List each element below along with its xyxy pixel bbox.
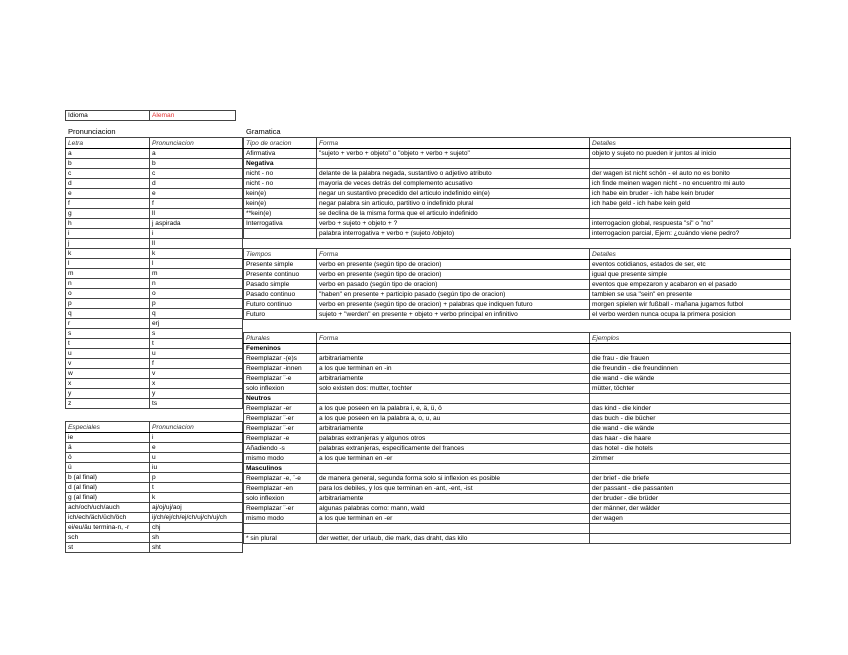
table-row <box>66 483 243 493</box>
table-cell: aj/oj/uj/aoj <box>150 503 243 513</box>
table-cell: h <box>66 219 150 229</box>
table-row <box>66 523 243 533</box>
table-cell: die freundin - die freundinnen <box>590 364 791 374</box>
table-row <box>66 259 243 269</box>
table-cell: n <box>66 279 150 289</box>
table-cell: Futuro continuo <box>244 300 317 310</box>
table-cell <box>590 464 791 474</box>
table-cell: p <box>150 473 243 483</box>
table-row <box>244 394 791 404</box>
table-row <box>66 249 243 259</box>
gramatica-title: Gramatica <box>246 127 281 136</box>
table-cell: b <box>66 159 150 169</box>
table-cell <box>590 394 791 404</box>
table-cell: n <box>150 279 243 289</box>
table-row <box>66 279 243 289</box>
table-row <box>66 289 243 299</box>
table-row <box>244 199 791 209</box>
table-cell <box>590 344 791 354</box>
table-cell: verbo en presente (según tipo de oracion) <box>317 270 590 280</box>
table-cell <box>317 159 590 169</box>
table-row <box>66 149 243 159</box>
table-cell: o <box>66 289 150 299</box>
table-cell: o <box>150 289 243 299</box>
table-row <box>66 359 243 369</box>
table-cell <box>590 524 791 534</box>
table-cell: b (al final) <box>66 473 150 483</box>
table-cell: arbitrariamente <box>317 494 590 504</box>
table-cell <box>317 464 590 474</box>
table-cell: der wagen <box>590 514 791 524</box>
table-cell: die frau - die frauen <box>590 354 791 364</box>
table-cell <box>244 524 317 534</box>
table-cell: erj <box>150 319 243 329</box>
table-cell: Afirmativa <box>244 149 317 159</box>
table-cell: q <box>66 309 150 319</box>
table-row <box>244 384 791 394</box>
table-row <box>244 444 791 454</box>
table-cell: sujeto + "werden" en presente + objeto + verbo principal en infinitivo <box>317 310 590 320</box>
table-row <box>244 209 791 219</box>
table-row <box>66 339 243 349</box>
idioma-label: Idioma <box>66 111 150 121</box>
table-cell: ll <box>150 239 243 249</box>
table-cell: ü <box>66 463 150 473</box>
table-cell: Reemplazar ¨-er <box>244 424 317 434</box>
table-cell: verbo en presente (según tipo de oracion) <box>317 260 590 270</box>
table-cell: m <box>66 269 150 279</box>
table-cell: Reemplazar -e, ¨-e <box>244 474 317 484</box>
table-row <box>244 260 791 270</box>
table-row <box>244 414 791 424</box>
table-row <box>244 219 791 229</box>
table-cell: a los que poseen en la palabra a, o, u, au <box>317 414 590 424</box>
table-cell: Añadiendo -s <box>244 444 317 454</box>
table-row <box>66 199 243 209</box>
table-row <box>244 494 791 504</box>
table-cell: interrogacion global, respuesta "si" o "no" <box>590 219 791 229</box>
column-header: Ejemplos <box>590 333 791 344</box>
table-cell: das hotel - die hotels <box>590 444 791 454</box>
table-row <box>244 169 791 179</box>
table-cell: s <box>66 329 150 339</box>
table-row <box>66 399 243 409</box>
table-row <box>244 159 791 169</box>
table-cell: d <box>66 179 150 189</box>
table-cell: palabras extranjeras, especificamente del frances <box>317 444 590 454</box>
header-row <box>244 138 791 149</box>
table-cell: para los debiles, y los que terminan en -ant, -ent, -ist <box>317 484 590 494</box>
table-cell: sch <box>66 533 150 543</box>
table-cell: morgen spielen wir fußball - mañana jugamos futbol <box>590 300 791 310</box>
table-cell: f <box>150 359 243 369</box>
table-row <box>66 329 243 339</box>
header-row <box>244 249 791 260</box>
table-cell: j <box>66 239 150 249</box>
tiempos-table <box>243 248 791 320</box>
table-cell <box>590 159 791 169</box>
table-cell: ie <box>66 433 150 443</box>
table-cell: c <box>66 169 150 179</box>
table-row <box>244 484 791 494</box>
table-cell: delante de la palabra negada, sustantivo o adjetivo atributo <box>317 169 590 179</box>
idioma-row <box>65 110 236 121</box>
table-row <box>244 354 791 364</box>
table-cell: * sin plural <box>244 534 317 544</box>
table-row <box>66 473 243 483</box>
table-cell: der wagen ist nicht schön - el auto no es bonito <box>590 169 791 179</box>
column-header: Plurales <box>244 333 317 344</box>
table-cell: mismo modo <box>244 514 317 524</box>
table-cell: t <box>66 339 150 349</box>
table-cell: m <box>150 269 243 279</box>
table-cell: y <box>66 389 150 399</box>
table-row <box>244 464 791 474</box>
table-cell: nicht - no <box>244 179 317 189</box>
table-row <box>244 310 791 320</box>
table-cell: a los que poseen en la palabra i, e, ä, ü, ö <box>317 404 590 414</box>
table-cell: Interrogativa <box>244 219 317 229</box>
table-cell: der wetter, der urlaub, die mark, das draht, das kilo <box>317 534 590 544</box>
table-cell: arbitrariamente <box>317 424 590 434</box>
column-header: Forma <box>317 138 590 149</box>
table-cell <box>244 229 317 239</box>
table-row <box>244 290 791 300</box>
column-header: Pronunciacion <box>150 422 243 433</box>
table-row <box>66 389 243 399</box>
table-cell: w <box>66 369 150 379</box>
table-cell: j aspirada <box>150 219 243 229</box>
table-cell: "sujeto + verbo + objeto" o "objeto + verbo + sujeto" <box>317 149 590 159</box>
table-cell: y <box>150 389 243 399</box>
table-cell: Pasado simple <box>244 280 317 290</box>
table-cell: palabra interrogativa + verbo + (sujeto /objeto) <box>317 229 590 239</box>
table-cell: eventos que empezaron y acabaron en el pasado <box>590 280 791 290</box>
table-row <box>66 533 243 543</box>
table-cell: **kein(e) <box>244 209 317 219</box>
table-cell: f <box>150 199 243 209</box>
table-row <box>66 169 243 179</box>
table-cell: d (al final) <box>66 483 150 493</box>
table-cell: Femeninos <box>244 344 317 354</box>
table-cell: die wand - die wände <box>590 374 791 384</box>
table-cell: ich finde meinen wagen nicht - no encuentro mi auto <box>590 179 791 189</box>
table-cell: kein(e) <box>244 199 317 209</box>
table-cell: arbitrariamente <box>317 354 590 364</box>
table-cell: ich/ech/äch/üch/öch <box>66 513 150 523</box>
header-row <box>66 138 243 149</box>
table-cell: e <box>150 189 243 199</box>
table-cell: u <box>150 349 243 359</box>
table-row <box>244 374 791 384</box>
table-cell: ij/ch/ej/ch/ej/ch/uj/ch/uj/ch <box>150 513 243 523</box>
table-row <box>66 369 243 379</box>
table-row <box>244 149 791 159</box>
table-cell: ei/eu/äu termina-n, -r <box>66 523 150 533</box>
idioma-value: Aleman <box>150 111 236 121</box>
table-cell: r <box>66 319 150 329</box>
table-row <box>244 424 791 434</box>
table-cell: verbo en pasado (según tipo de oracion) <box>317 280 590 290</box>
column-header: Pronunciacion <box>150 138 243 149</box>
table-cell: ö <box>66 453 150 463</box>
table-row <box>66 379 243 389</box>
header-row <box>244 333 791 344</box>
table-cell: el verbo werden nunca ocupa la primera posicion <box>590 310 791 320</box>
table-row <box>244 504 791 514</box>
table-cell: d <box>150 179 243 189</box>
table-cell: iu <box>150 463 243 473</box>
table-cell: Reemplazar -innen <box>244 364 317 374</box>
table-cell: sh <box>150 533 243 543</box>
table-cell: der männer, der wälder <box>590 504 791 514</box>
table-cell: a los que terminan en -er <box>317 514 590 524</box>
table-row <box>66 503 243 513</box>
table-row <box>244 534 791 544</box>
table-cell: v <box>150 369 243 379</box>
table-cell: Presente continuo <box>244 270 317 280</box>
table-cell: tambien se usa "sein" en presente <box>590 290 791 300</box>
table-row <box>244 434 791 444</box>
table-row <box>66 269 243 279</box>
table-cell: e <box>150 443 243 453</box>
table-row <box>244 524 791 534</box>
table-cell: Reemplazar -er <box>244 404 317 414</box>
column-header: Especiales <box>66 422 150 433</box>
table-cell: ach/och/uch/auch <box>66 503 150 513</box>
table-cell: Presente simple <box>244 260 317 270</box>
table-cell: arbitrariamente <box>317 374 590 384</box>
table-cell: mismo modo <box>244 454 317 464</box>
table-cell: negar un sustantivo precedido del articulo indefinido ein(e) <box>317 189 590 199</box>
table-cell: solo inflexion <box>244 384 317 394</box>
table-cell: v <box>66 359 150 369</box>
table-cell: i <box>66 229 150 239</box>
table-cell: Reemplazar -en <box>244 484 317 494</box>
table-cell: b <box>150 159 243 169</box>
table-cell: zimmer <box>590 454 791 464</box>
table-cell: palabras extranjeras y algunos otros <box>317 434 590 444</box>
table-cell: a los que terminan en -in <box>317 364 590 374</box>
table-row <box>66 493 243 503</box>
table-cell: a los que terminan en -er <box>317 454 590 464</box>
table-cell <box>590 209 791 219</box>
table-cell: der bruder - die brüder <box>590 494 791 504</box>
table-cell: c <box>150 169 243 179</box>
table-row <box>66 239 243 249</box>
table-cell: das kind - die kinder <box>590 404 791 414</box>
table-cell: l <box>66 259 150 269</box>
table-cell: verbo + sujeto + objeto + ? <box>317 219 590 229</box>
plurales-table <box>243 332 791 544</box>
table-cell: ich habe geld - ich habe kein geld <box>590 199 791 209</box>
table-cell: objeto y sujeto no pueden ir juntos al inicio <box>590 149 791 159</box>
table-row <box>244 179 791 189</box>
table-cell <box>317 394 590 404</box>
table-row <box>66 453 243 463</box>
table-row <box>66 189 243 199</box>
table-cell: e <box>66 189 150 199</box>
table-row <box>244 280 791 290</box>
table-cell: a <box>150 149 243 159</box>
table-cell: i <box>150 433 243 443</box>
table-row <box>244 229 791 239</box>
table-cell: igual que presente simple <box>590 270 791 280</box>
table-cell: p <box>66 299 150 309</box>
especiales-table <box>65 421 243 553</box>
table-cell: das buch - die bücher <box>590 414 791 424</box>
table-row <box>66 229 243 239</box>
table-cell <box>590 534 791 544</box>
table-cell <box>317 344 590 354</box>
header-row <box>66 422 243 433</box>
table-cell: verbo en presente (según tipo de oracion) + palabras que indiquen futuro <box>317 300 590 310</box>
table-cell: chj <box>150 523 243 533</box>
table-cell: k <box>66 249 150 259</box>
table-cell: algunas palabras como: mann, wald <box>317 504 590 514</box>
table-row <box>66 463 243 473</box>
column-header: Tipo de oracion <box>244 138 317 149</box>
table-cell: mayoria de veces detrás del complemento acusativo <box>317 179 590 189</box>
table-cell: g <box>66 209 150 219</box>
table-cell: nicht - no <box>244 169 317 179</box>
table-row <box>66 443 243 453</box>
table-cell: de manera general, segunda forma solo si inflexion es posible <box>317 474 590 484</box>
table-row <box>66 159 243 169</box>
column-header: Forma <box>317 333 590 344</box>
table-cell: k <box>150 249 243 259</box>
table-cell: kein(e) <box>244 189 317 199</box>
pronunciacion-table <box>65 137 243 409</box>
table-cell: q <box>150 309 243 319</box>
table-cell: se declina de la misma forma que el articulo indefinido <box>317 209 590 219</box>
table-cell: x <box>150 379 243 389</box>
table-row <box>244 404 791 414</box>
table-cell: der passant - die passanten <box>590 484 791 494</box>
table-row <box>244 474 791 484</box>
table-cell: z <box>66 399 150 409</box>
table-cell: a <box>66 149 150 159</box>
table-cell: Reemplazar -(e)s <box>244 354 317 364</box>
column-header: Detalles <box>590 249 791 260</box>
table-cell: die wand - die wände <box>590 424 791 434</box>
column-header: Tiempos <box>244 249 317 260</box>
table-row <box>244 344 791 354</box>
table-cell: ä <box>66 443 150 453</box>
gramatica-table <box>243 137 791 239</box>
pronunciacion-title: Pronunciacion <box>68 127 116 136</box>
table-cell: Reemplazar ¨-er <box>244 414 317 424</box>
table-cell: k <box>150 493 243 503</box>
table-row <box>66 433 243 443</box>
table-cell: u <box>66 349 150 359</box>
table-cell: solo existen dos: mutter, tochter <box>317 384 590 394</box>
table-row <box>66 209 243 219</box>
table-row <box>244 189 791 199</box>
table-cell: g (al final) <box>66 493 150 503</box>
table-cell: f <box>66 199 150 209</box>
table-cell: s <box>150 329 243 339</box>
table-cell: st <box>66 543 150 553</box>
table-row <box>66 219 243 229</box>
table-cell: ll <box>150 209 243 219</box>
table-cell: der brief - die briefe <box>590 474 791 484</box>
table-cell: l <box>150 259 243 269</box>
table-cell: t <box>150 339 243 349</box>
table-row <box>244 300 791 310</box>
table-cell: Reemplazar -e <box>244 434 317 444</box>
column-header: Forma <box>317 249 590 260</box>
table-row <box>244 454 791 464</box>
column-header: Detalles <box>590 138 791 149</box>
table-cell: u <box>150 453 243 463</box>
table-cell: p <box>150 299 243 309</box>
table-cell: "haben" en presente + participio pasado (según tipo de oracion) <box>317 290 590 300</box>
table-cell: Negativa <box>244 159 317 169</box>
table-row <box>66 309 243 319</box>
table-row <box>66 349 243 359</box>
table-cell: eventos cotidianos, estados de ser, etc <box>590 260 791 270</box>
table-row <box>66 513 243 523</box>
column-header: Letra <box>66 138 150 149</box>
table-row <box>66 319 243 329</box>
table-row <box>66 299 243 309</box>
table-cell: mütter, töchter <box>590 384 791 394</box>
table-cell: das haar - die haare <box>590 434 791 444</box>
table-cell: interrogacion parcial, Ejem: ¿cuándo viene pedro? <box>590 229 791 239</box>
table-row <box>244 270 791 280</box>
table-cell: t <box>150 483 243 493</box>
table-cell: ts <box>150 399 243 409</box>
table-cell: i <box>150 229 243 239</box>
table-cell: negar palabra sin articulo, partitivo o indefinido plural <box>317 199 590 209</box>
table-cell <box>317 524 590 534</box>
table-cell: Reemplazar ¨-e <box>244 374 317 384</box>
table-cell: Reemplazar ¨-er <box>244 504 317 514</box>
table-row <box>244 514 791 524</box>
table-row <box>66 543 243 553</box>
table-cell: Futuro <box>244 310 317 320</box>
table-cell: sht <box>150 543 243 553</box>
table-cell: Masculinos <box>244 464 317 474</box>
table-row <box>66 179 243 189</box>
table-row <box>244 364 791 374</box>
table-cell: Pasado continuo <box>244 290 317 300</box>
table-cell: x <box>66 379 150 389</box>
table-cell: Neutros <box>244 394 317 404</box>
table-cell: solo inflexion <box>244 494 317 504</box>
table-cell: ich habe ein bruder - ich habe kein bruder <box>590 189 791 199</box>
